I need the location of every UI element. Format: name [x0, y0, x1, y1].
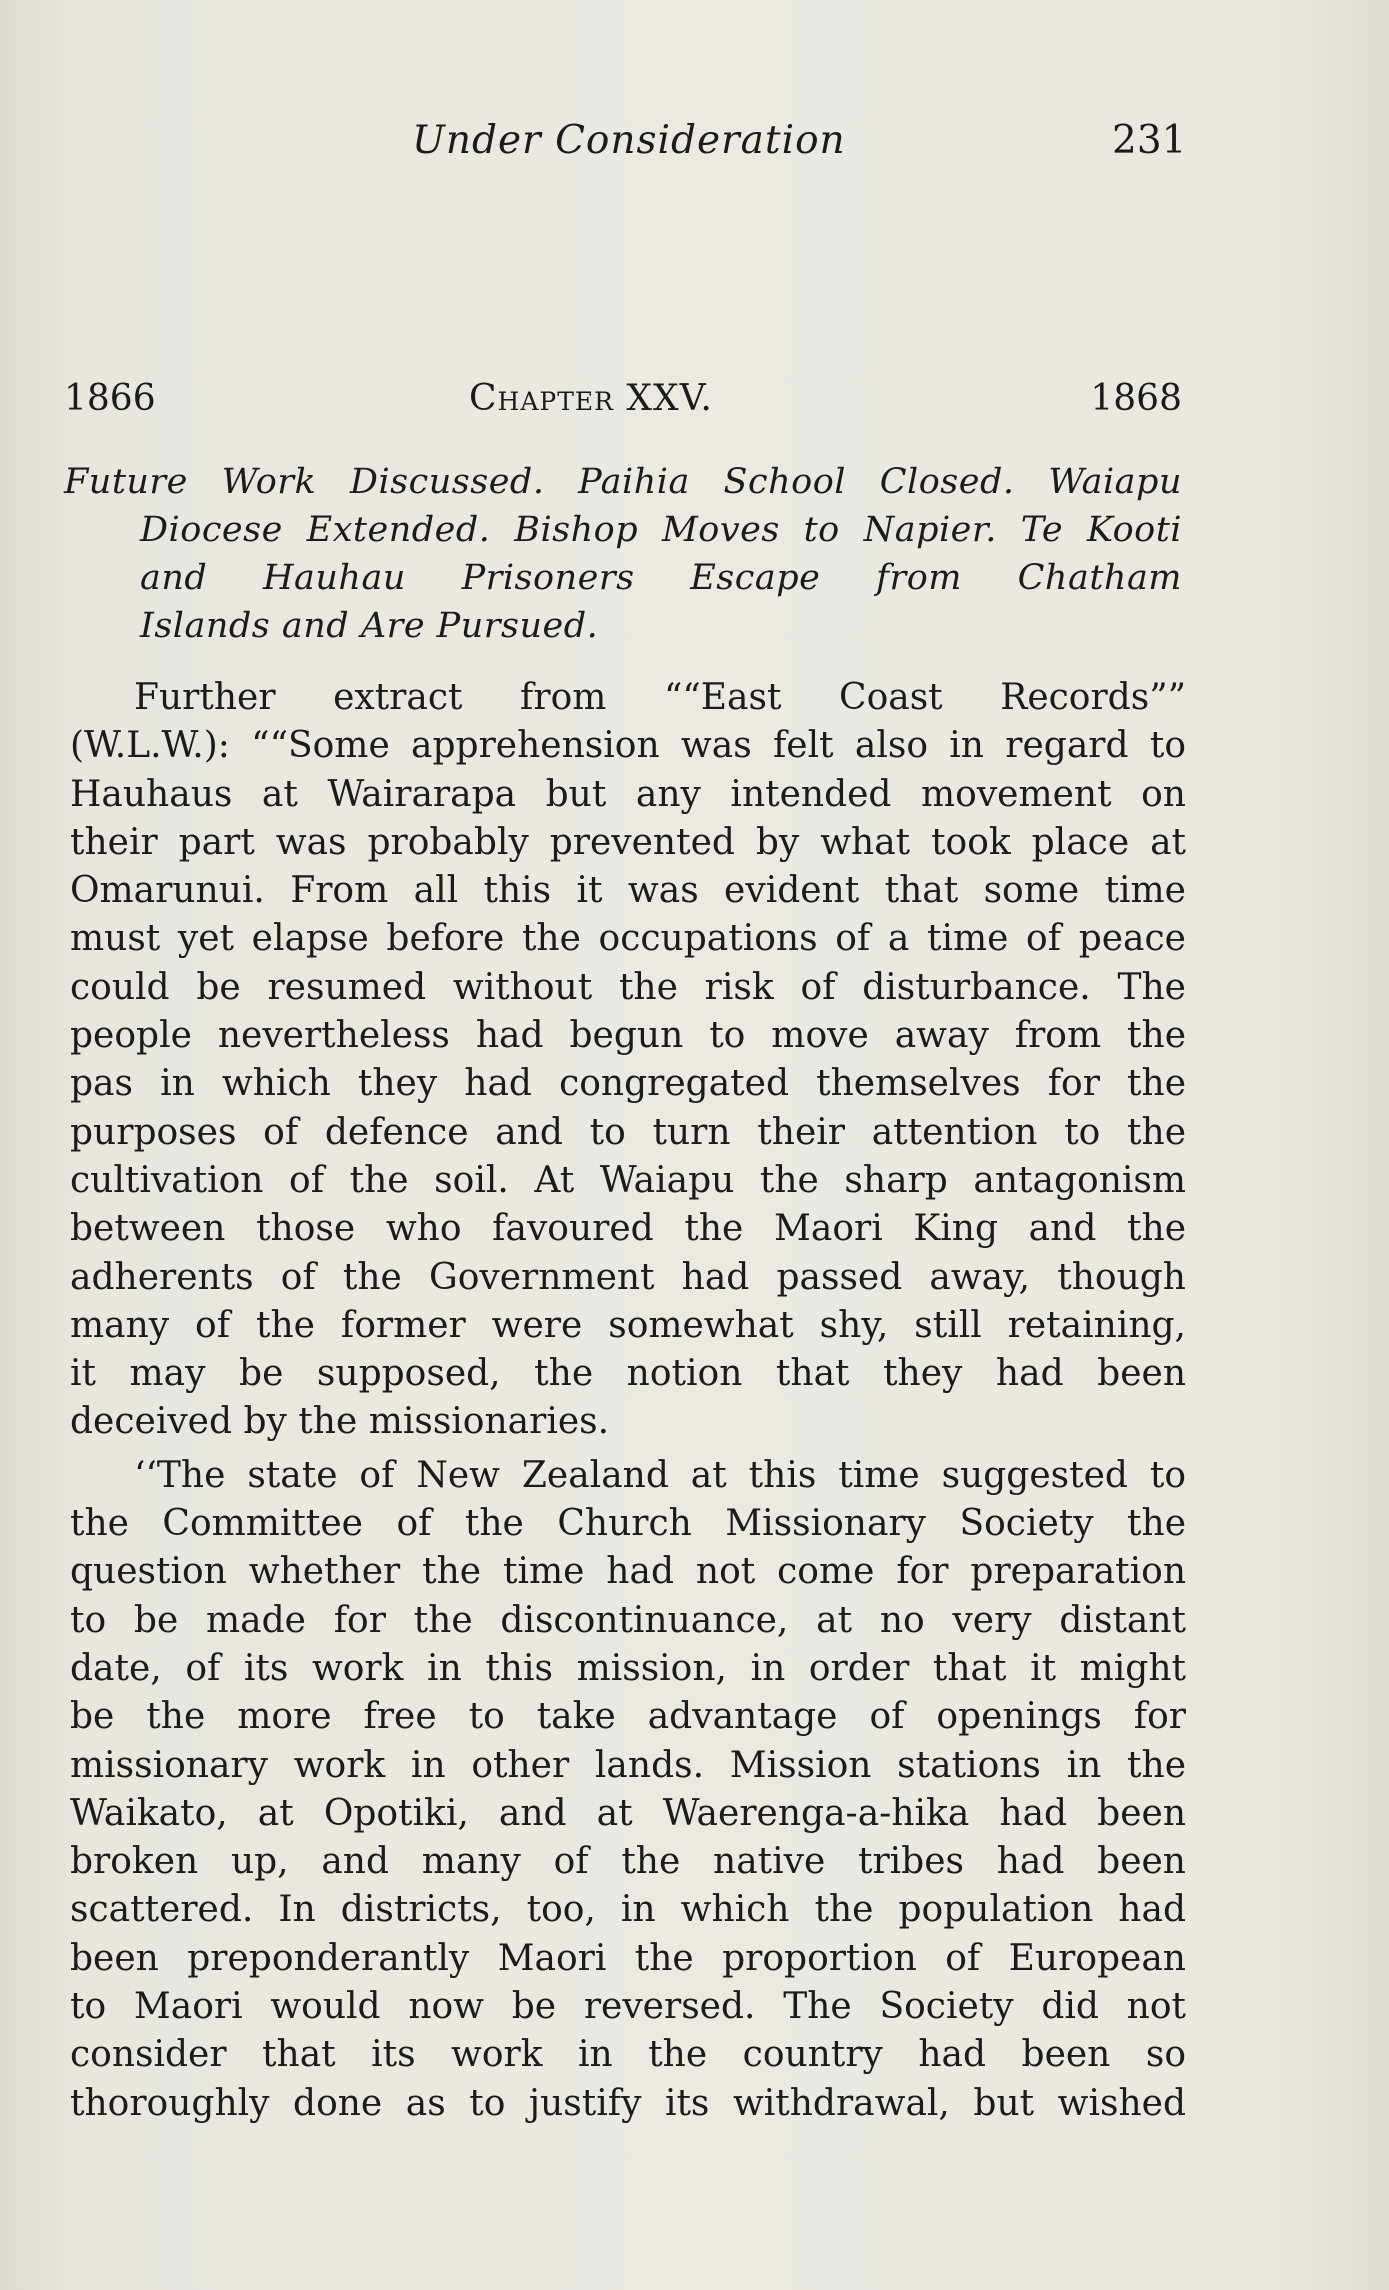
text-line: their part was probably prevented by what took place at	[70, 821, 1186, 863]
text-line: could be resumed without the risk of disturbance. The	[70, 966, 1186, 1008]
chapter-year-start: 1866	[64, 378, 156, 419]
page-number: 231	[1112, 118, 1187, 163]
text-line: it may be supposed, the notion that they had been	[70, 1353, 1186, 1395]
synopsis-line: Islands and Are Pursued.	[140, 606, 599, 646]
text-line: many of the former were somewhat shy, still retaining,	[70, 1304, 1186, 1346]
running-head	[0, 118, 1389, 178]
text-line: consider that its work in the country had been so	[70, 2034, 1186, 2076]
text-line: date, of its work in this mission, in order that it might	[70, 1647, 1186, 1689]
text-line: Omarunui. From all this it was evident that some time	[70, 870, 1186, 912]
text-line: question whether the time had not come for preparation	[70, 1551, 1186, 1593]
text-line: to be made for the discontinuance, at no very distant	[70, 1599, 1186, 1641]
text-line: must yet elapse before the occupations of a time of peace	[70, 918, 1186, 960]
text-line: purposes of defence and to turn their attention to the	[70, 1111, 1186, 1153]
text-line: Hauhaus at Wairarapa but any intended movement on	[70, 773, 1186, 815]
text-line: Further extract from ““East Coast Records””	[134, 677, 1186, 718]
text-line: broken up, and many of the native tribes had been	[70, 1841, 1186, 1883]
text-line: missionary work in other lands. Mission stations in the	[70, 1744, 1186, 1786]
text-line: thoroughly done as to justify its withdrawal, but wished	[70, 2082, 1186, 2124]
text-line: people nevertheless had begun to move away from the	[70, 1015, 1186, 1057]
text-line: the Committee of the Church Missionary Society the	[70, 1503, 1186, 1545]
running-title: Under Consideration	[412, 118, 846, 163]
text-line: Waikato, at Opotiki, and at Waerenga-a-hika had been	[70, 1792, 1186, 1834]
paragraph	[70, 1452, 1186, 2128]
chapter-synopsis	[64, 458, 1182, 650]
text-line: to Maori would now be reversed. The Society did not	[70, 1986, 1186, 2028]
chapter-heading	[64, 378, 1182, 428]
text-line: be the more free to take advantage of openings for	[70, 1696, 1186, 1738]
synopsis-line: Future Work Discussed. Paihia School Closed. Waiapu	[64, 462, 1182, 502]
text-line: ‘‘The state of New Zealand at this time suggested to	[134, 1454, 1186, 1496]
text-line: adherents of the Government had passed away, though	[70, 1256, 1186, 1298]
text-line: (W.L.W.): ““Some apprehension was felt also in regard to	[70, 725, 1186, 767]
body-text	[70, 674, 1186, 2128]
text-line: scattered. In districts, too, in which the population had	[70, 1889, 1186, 1931]
text-line: cultivation of the soil. At Waiapu the sharp antagonism	[70, 1159, 1186, 1201]
text-line: pas in which they had congregated themselves for the	[70, 1063, 1186, 1105]
text-line: been preponderantly Maori the proportion of European	[70, 1937, 1186, 1979]
text-line: deceived by the missionaries.	[70, 1401, 610, 1443]
text-line: between those who favoured the Maori King and the	[70, 1208, 1186, 1250]
synopsis-line: and Hauhau Prisoners Escape from Chatham	[140, 558, 1182, 598]
chapter-title: Chapter XXV.	[469, 378, 713, 419]
paragraph	[70, 674, 1186, 1447]
chapter-year-end: 1868	[1090, 378, 1182, 419]
synopsis-line: Diocese Extended. Bishop Moves to Napier. Te Kooti	[140, 510, 1182, 550]
